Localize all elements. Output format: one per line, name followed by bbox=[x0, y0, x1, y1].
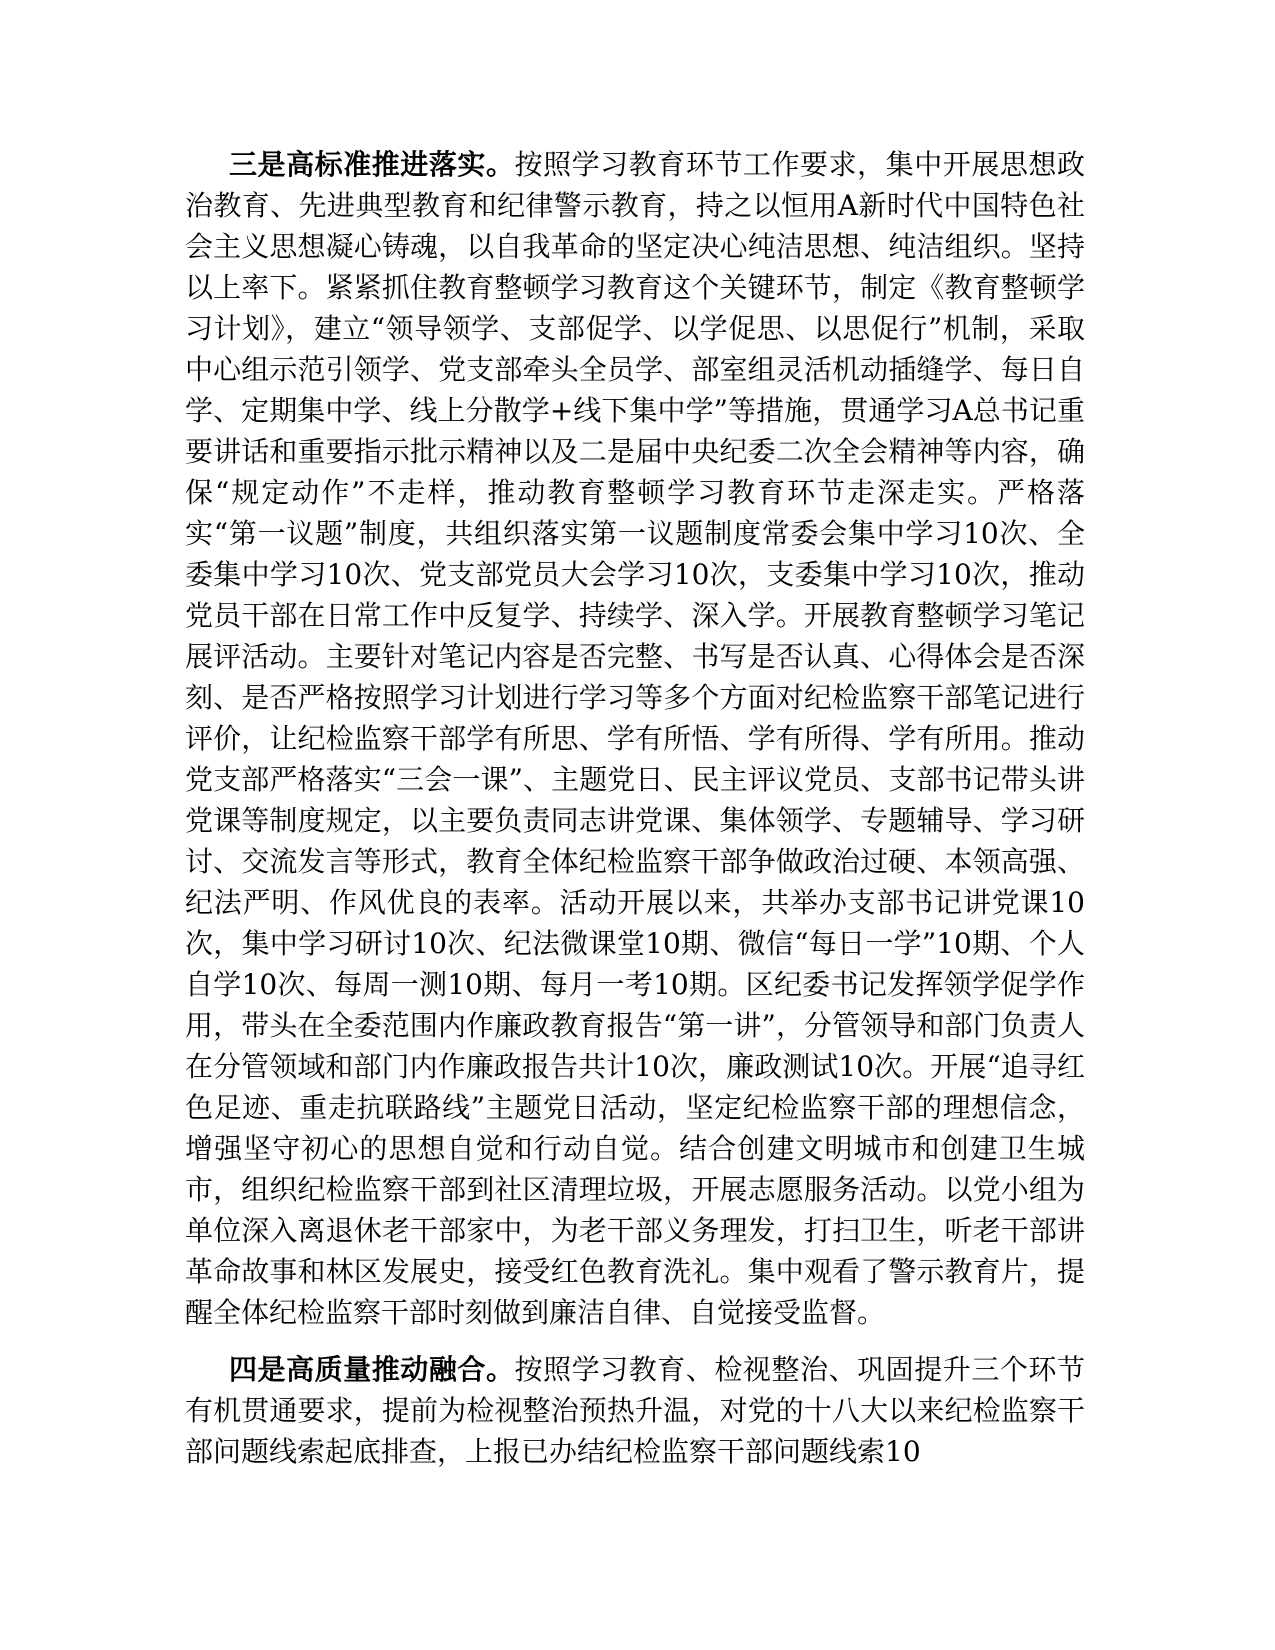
paragraph-4 bbox=[185, 1349, 1085, 1472]
document-body bbox=[185, 144, 1085, 1472]
paragraph-3-text: 按照学习教育环节工作要求，集中开展思想政治教育、先进典型教育和纪律警示教育，持之以恒用A新时代中国特色社会主义思想凝心铸魂，以自我革命的坚定决心纯洁思想、纯洁组织。坚持以上率下。紧紧抓住教育整顿学习教育这个关键环节，制定《教育整顿学习计划》，建立“领导领学、支部促学、以学促思、以思促行”机制，采取中心组示范引领学、党支部牵头全员学、部室组灵活机动插缝学、每日自学、定期集中学、线上分散学+线下集中学”等措施，贯通学习A总书记重要讲话和重要指示批示精神以及二是届中央纪委二次全会精神等内容，确保“规定动作”不走样，推动教育整顿学习教育环节走深走实。严格落实“第一议题”制度，共组织落实第一议题制度常委会集中学习10次、全委集中学习10次、党支部党员大会学习10次，支委集中学习10次，推动党员干部在日常工作中反复学、持续学、深入学。开展教育整顿学习笔记展评活动。主要针对笔记内容是否完整、书写是否认真、心得体会是否深刻、是否严格按照学习计划进行学习等多个方面对纪检监察干部笔记进行评价，让纪检监察干部学有所思、学有所悟、学有所得、学有所用。推动党支部严格落实“三会一课”、主题党日、民主评议党员、支部书记带头讲党课等制度规定，以主要负责同志讲党课、集体领学、专题辅导、学习研讨、交流发言等形式，教育全体纪检监察干部争做政治过硬、本领高强、纪法严明、作风优良的表率。活动开展以来，共举办支部书记讲党课10次，集中学习研讨10次、纪法微课堂10期、微信“每日一学”10期、个人自学10次、每周一测10期、每月一考10期。区纪委书记发挥领学促学作用，带头在全委范围内作廉政教育报告“第一讲”，分管领导和部门负责人在分管领域和部门内作廉政报告共计10次，廉政测试10次。开展“追寻红色足迹、重走抗联路线”主题党日活动，坚定纪检监察干部的理想信念，增强坚守初心的思想自觉和行动自觉。结合创建文明城市和创建卫生城市，组织纪检监察干部到社区清理垃圾，开展志愿服务活动。以党小组为单位深入离退休老干部家中，为老干部义务理发，打扫卫生，听老干部讲革命故事和林区发展史，接受红色教育洗礼。集中观看了警示教育片，提醒全体纪检监察干部时刻做到廉洁自律、自觉接受监督。 bbox=[185, 148, 1085, 1329]
paragraph-3 bbox=[185, 144, 1085, 1333]
paragraph-4-text: 按照学习教育、检视整治、巩固提升三个环节有机贯通要求，提前为检视整治预热升温，对党的十八大以来纪检监察干部问题线索起底排查，上报已办结纪检监察干部问题线索10 bbox=[185, 1353, 1085, 1468]
paragraph-4-heading: 四是高质量推动融合。 bbox=[229, 1353, 515, 1386]
paragraph-3-heading: 三是高标准推进落实。 bbox=[229, 148, 515, 181]
